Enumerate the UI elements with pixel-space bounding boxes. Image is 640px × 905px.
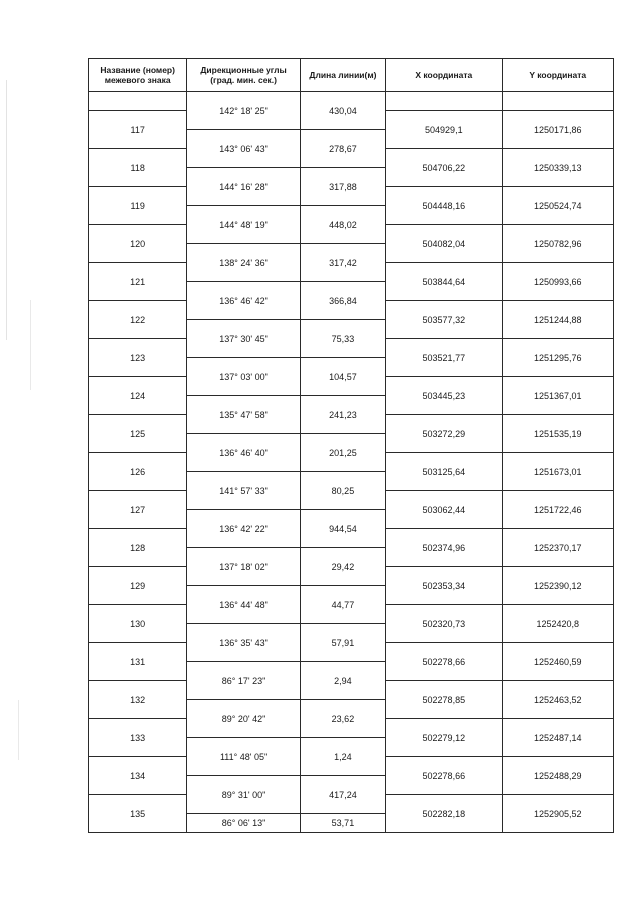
y-coordinate-cell: 1252463,52 [502, 681, 613, 719]
y-coordinate-cell: 1250524,74 [502, 187, 613, 225]
x-coordinate-cell: 504706,22 [386, 149, 502, 187]
mark-name-cell: 132 [89, 681, 187, 719]
mark-name-cell: 131 [89, 643, 187, 681]
direction-angle-cell: 143° 06' 43" [187, 130, 300, 168]
header-direction-angle: Дирекционные углы (град. мин. сек.) [187, 59, 300, 92]
x-coordinate-cell: 504929,1 [386, 111, 502, 149]
table-row [89, 92, 614, 111]
header-y-coordinate: Y координата [502, 59, 613, 92]
line-length-cell: 241,23 [300, 396, 385, 434]
mark-name-cell: 128 [89, 529, 187, 567]
mark-name-cell: 120 [89, 225, 187, 263]
x-coordinate-cell: 503577,32 [386, 301, 502, 339]
line-length-cell: 448,02 [300, 206, 385, 244]
x-coordinate-cell: 503521,77 [386, 339, 502, 377]
mark-name-cell: 126 [89, 453, 187, 491]
x-coordinate-cell: 503445,23 [386, 377, 502, 415]
table-header-row [89, 59, 614, 92]
mark-name-cell: 125 [89, 415, 187, 453]
direction-angle-cell: 136° 35' 43" [187, 624, 300, 662]
line-length-cell: 201,25 [300, 434, 385, 472]
y-coordinate-cell: 1252487,14 [502, 719, 613, 757]
line-length-cell: 417,24 [300, 776, 385, 814]
y-coordinate-cell: 1251367,01 [502, 377, 613, 415]
scan-artifact-left-2 [30, 300, 31, 390]
direction-angle-cell: 136° 44' 48" [187, 586, 300, 624]
y-coordinate-cell: 1250171,86 [502, 111, 613, 149]
direction-angle-cell: 111° 48' 05" [187, 738, 300, 776]
y-coordinate-cell: 1250339,13 [502, 149, 613, 187]
mark-name-cell: 123 [89, 339, 187, 377]
mark-name-cell: 134 [89, 757, 187, 795]
mark-name-cell: 122 [89, 301, 187, 339]
mark-name-cell: 124 [89, 377, 187, 415]
header-x-coordinate: X координата [386, 59, 502, 92]
mark-name-cell: 118 [89, 149, 187, 187]
x-coordinate-cell: 502279,12 [386, 719, 502, 757]
line-length-cell: 29,42 [300, 548, 385, 586]
header-mark-name: Название (номер) межевого знака [89, 59, 187, 92]
line-length-cell: 2,94 [300, 662, 385, 700]
line-length-cell: 44,77 [300, 586, 385, 624]
line-length-cell: 53,71 [300, 814, 385, 833]
x-coordinate-cell: 503844,64 [386, 263, 502, 301]
direction-angle-cell: 136° 42' 22" [187, 510, 300, 548]
direction-angle-cell: 144° 48' 19" [187, 206, 300, 244]
x-coordinate-cell: 504082,04 [386, 225, 502, 263]
direction-angle-cell: 141° 57' 33" [187, 472, 300, 510]
direction-angle-cell: 89° 31' 00" [187, 776, 300, 814]
line-length-cell: 278,67 [300, 130, 385, 168]
y-coordinate-cell: 1252488,29 [502, 757, 613, 795]
y-coordinate-cell: 1252370,17 [502, 529, 613, 567]
direction-angle-cell: 89° 20' 42" [187, 700, 300, 738]
mark-name-cell: 121 [89, 263, 187, 301]
x-coordinate-cell: 502374,96 [386, 529, 502, 567]
mark-name-cell: 129 [89, 567, 187, 605]
x-coordinate-cell: 502278,85 [386, 681, 502, 719]
line-length-cell: 944,54 [300, 510, 385, 548]
y-coordinate-cell: 1251722,46 [502, 491, 613, 529]
mark-name-cell: 117 [89, 111, 187, 149]
direction-angle-cell: 86° 17' 23" [187, 662, 300, 700]
scan-artifact-left [6, 80, 7, 340]
mark-name-cell: 133 [89, 719, 187, 757]
x-coordinate-cell: 502278,66 [386, 757, 502, 795]
direction-angle-cell: 144° 16' 28" [187, 168, 300, 206]
x-coordinate-cell: 502282,18 [386, 795, 502, 833]
direction-angle-cell: 138° 24' 36" [187, 244, 300, 282]
direction-angle-cell: 136° 46' 42" [187, 282, 300, 320]
x-coordinate-cell: 503125,64 [386, 453, 502, 491]
mark-name-cell [89, 92, 187, 111]
y-coordinate-cell: 1251673,01 [502, 453, 613, 491]
y-coordinate-cell: 1251535,19 [502, 415, 613, 453]
x-coordinate-cell [386, 92, 502, 111]
header-line-length: Длина линии(м) [300, 59, 385, 92]
mark-name-cell: 119 [89, 187, 187, 225]
y-coordinate-cell: 1250782,96 [502, 225, 613, 263]
line-length-cell: 1,24 [300, 738, 385, 776]
x-coordinate-cell: 502278,66 [386, 643, 502, 681]
direction-angle-cell: 135° 47' 58" [187, 396, 300, 434]
y-coordinate-cell [502, 92, 613, 111]
table-body [89, 92, 614, 833]
line-length-cell: 80,25 [300, 472, 385, 510]
x-coordinate-cell: 503062,44 [386, 491, 502, 529]
mark-name-cell: 135 [89, 795, 187, 833]
direction-angle-cell: 137° 03' 00" [187, 358, 300, 396]
x-coordinate-cell: 502320,73 [386, 605, 502, 643]
y-coordinate-cell: 1251295,76 [502, 339, 613, 377]
line-length-cell: 317,42 [300, 244, 385, 282]
line-length-cell: 430,04 [300, 92, 385, 130]
scan-artifact-left-3 [18, 700, 19, 760]
y-coordinate-cell: 1252420,8 [502, 605, 613, 643]
line-length-cell: 75,33 [300, 320, 385, 358]
line-length-cell: 57,91 [300, 624, 385, 662]
line-length-cell: 104,57 [300, 358, 385, 396]
direction-angle-cell: 142° 18' 25" [187, 92, 300, 130]
line-length-cell: 23,62 [300, 700, 385, 738]
x-coordinate-cell: 504448,16 [386, 187, 502, 225]
y-coordinate-cell: 1250993,66 [502, 263, 613, 301]
line-length-cell: 366,84 [300, 282, 385, 320]
boundary-marks-table [88, 58, 614, 833]
y-coordinate-cell: 1251244,88 [502, 301, 613, 339]
direction-angle-cell: 136° 46' 40" [187, 434, 300, 472]
y-coordinate-cell: 1252460,59 [502, 643, 613, 681]
y-coordinate-cell: 1252905,52 [502, 795, 613, 833]
x-coordinate-cell: 502353,34 [386, 567, 502, 605]
direction-angle-cell: 86° 06' 13" [187, 814, 300, 833]
direction-angle-cell: 137° 30' 45" [187, 320, 300, 358]
mark-name-cell: 130 [89, 605, 187, 643]
direction-angle-cell: 137° 18' 02" [187, 548, 300, 586]
mark-name-cell: 127 [89, 491, 187, 529]
x-coordinate-cell: 503272,29 [386, 415, 502, 453]
line-length-cell: 317,88 [300, 168, 385, 206]
y-coordinate-cell: 1252390,12 [502, 567, 613, 605]
